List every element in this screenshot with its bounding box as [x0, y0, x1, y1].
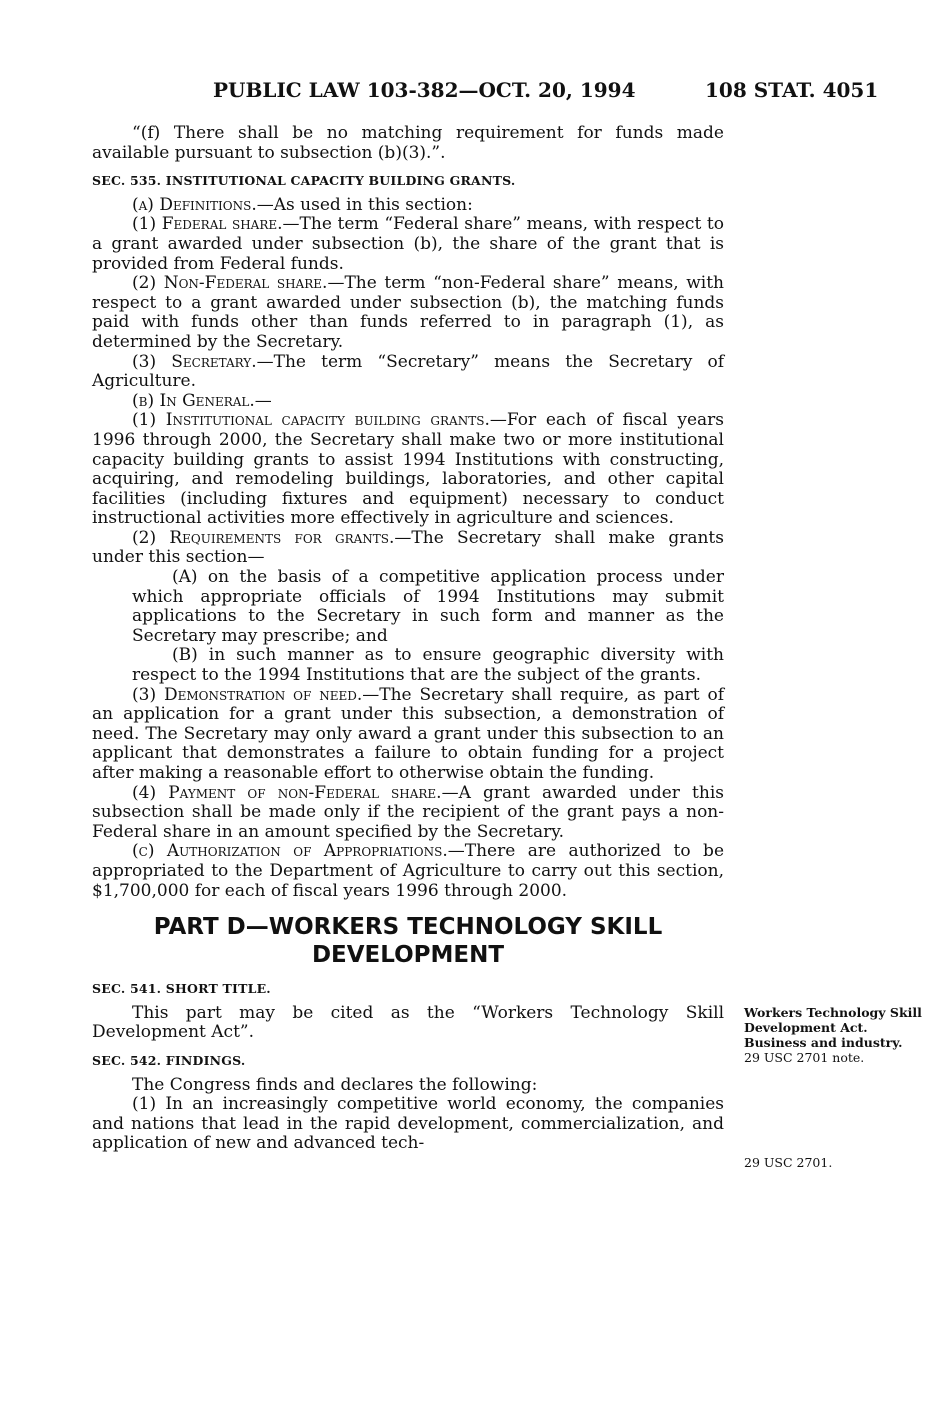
section-heading — [92, 171, 724, 191]
margin-note-findings-citation: 29 USC 2701. — [744, 1155, 833, 1170]
paragraph-caption: (4) Payment of non-Federal share. — [132, 782, 442, 803]
paragraph-caption: (c) Authorization of Appropriations. — [132, 841, 448, 862]
running-header-stat: 108 STAT. 4051 — [705, 78, 879, 102]
paragraph-caption: (b) In General. — [132, 390, 255, 411]
paragraph — [92, 1095, 724, 1154]
paragraph — [92, 215, 724, 274]
paragraph — [92, 1076, 724, 1096]
paragraph — [92, 529, 724, 568]
running-header-title: PUBLIC LAW 103-382—OCT. 20, 1994 — [213, 78, 636, 102]
paragraph-caption: (1) Institutional capacity building grants. — [132, 410, 490, 431]
paragraph — [92, 411, 724, 529]
paragraph-text: —The term “Federal share” means, with respect to a grant awarded under subsection (b), the share of the grant that is provided from Federal funds. — [92, 214, 724, 274]
paragraph-text: —There are authorized to be appropriated to the Department of Agriculture to carry out this section, $1,700,000 for each of fiscal years 1996 through 2000. — [92, 841, 724, 901]
paragraph — [92, 686, 724, 784]
paragraph-text: —For each of fiscal years 1996 through 2000, the Secretary shall make two or more institutional capacity building grants to assist 1994 Institutions with constructing, acquiring, and remodeling buildings, laboratories, and other capital facilities (including fixtures and equipment) necessary to conduct instructional activities more effectively in agriculture and sciences. — [92, 410, 724, 529]
paragraph — [92, 392, 724, 412]
paragraph-text: —The term “non-Federal share” means, with respect to a grant awarded under subsection (b), the matching funds paid with funds other than funds referred to in paragraph (1), as determined by the Secretary. — [92, 273, 724, 352]
margin-note-act-title: Workers Technology Skill Development Act. — [744, 1005, 922, 1035]
paragraph-caption: (1) Federal share. — [132, 214, 283, 235]
paragraph-caption: (2) Requirements for grants. — [132, 527, 395, 548]
paragraph-caption: (3) Secretary. — [132, 351, 257, 372]
paragraph-text: —The Secretary shall require, as part of an application for a grant under this subsection, a demonstration of need. The Secretary may only award a grant under this subsection to an applicant that demonstrates a failure to obtain funding for a project after making a reasonable effort to otherwise obtain the funding. — [92, 684, 724, 783]
paragraph-text: SEC. 542. FINDINGS. — [92, 1052, 246, 1068]
paragraph — [92, 784, 724, 843]
margin-notes — [744, 1005, 934, 1065]
paragraph-text: SEC. 535. INSTITUTIONAL CAPACITY BUILDING GRANTS. — [92, 173, 516, 189]
part-heading — [92, 913, 724, 969]
paragraph-text: PART D—WORKERS TECHNOLOGY SKILL DEVELOPMENT — [153, 914, 663, 969]
paragraph-text: — — [254, 390, 272, 411]
margin-note-topic: Business and industry. — [744, 1035, 903, 1050]
paragraph-text: The Congress finds and declares the following: — [132, 1074, 538, 1095]
paragraph-text: This part may be cited as the “Workers Technology Skill Development Act”. — [92, 1002, 724, 1043]
paragraph-text: (1) In an increasingly competitive world economy, the companies and nations that lead in the rapid development, commercialization, and application of new and advanced tech- — [92, 1094, 724, 1154]
paragraph — [92, 646, 724, 685]
paragraph-text: —A grant awarded under this subsection shall be made only if the recipient of the grant pays a non-Federal share in an amount specified by the Secretary. — [92, 782, 724, 842]
paragraph-text: “(f) There shall be no matching requirement for funds made available pursuant to subsection (b)(3).”. — [92, 123, 724, 163]
section-heading — [92, 1051, 724, 1071]
paragraph — [92, 568, 724, 646]
paragraph — [92, 842, 724, 901]
paragraph — [92, 353, 724, 392]
paragraph — [92, 124, 724, 163]
paragraph-caption: (a) Definitions. — [132, 194, 257, 215]
paragraph — [92, 1004, 724, 1043]
paragraph-text: SEC. 541. SHORT TITLE. — [92, 981, 271, 997]
paragraph-text: —The term “Secretary” means the Secretary of Agriculture. — [92, 351, 724, 392]
paragraph-caption: (3) Demonstration of need. — [132, 684, 363, 705]
paragraph-text: (A) on the basis of a competitive application process under which appropriate officials of 1994 Institutions may submit applications to the Secretary in such form and manner as the Secretary may prescribe; and — [132, 567, 724, 646]
paragraph — [92, 274, 724, 352]
section-heading — [92, 979, 724, 999]
margin-note-citation: 29 USC 2701 note. — [744, 1050, 865, 1065]
paragraph-text: (B) in such manner as to ensure geographic diversity with respect to the 1994 Institutions that are the subject of the grants. — [132, 645, 724, 686]
paragraph-caption: (2) Non-Federal share. — [132, 273, 328, 294]
paragraph-text: —As used in this section: — [256, 194, 473, 215]
document-body — [92, 124, 724, 1154]
paragraph — [92, 196, 724, 216]
paragraph-text: —The Secretary shall make grants under this section— — [92, 527, 724, 568]
